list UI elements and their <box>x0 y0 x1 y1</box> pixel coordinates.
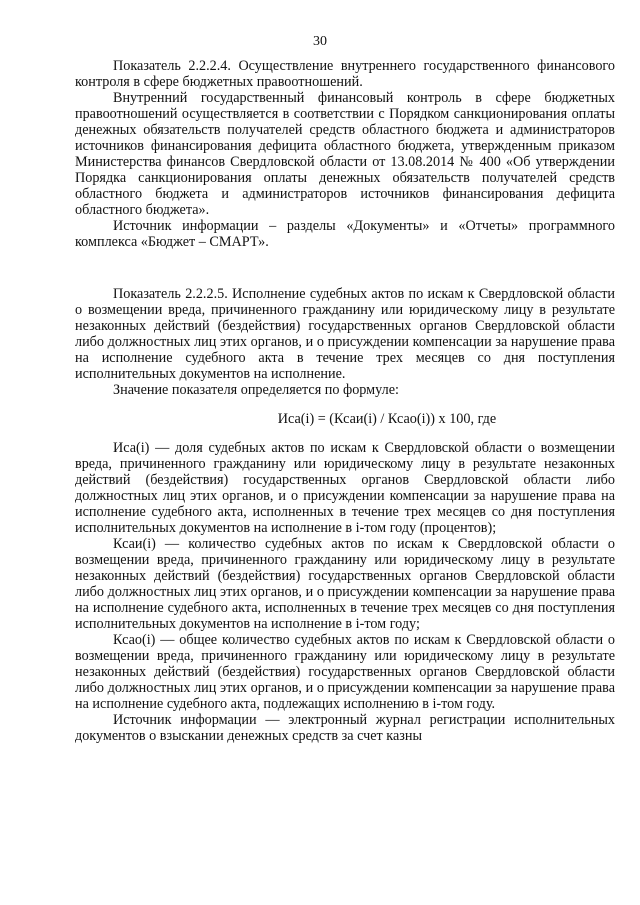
indicator-2-2-2-5-heading: Показатель 2.2.2.5. Исполнение судебных актов по искам к Свердловской области о возмещении вреда, причиненного гражданину или юридическому лицу в результате незаконных действий (бездействия) государственных органов Свердловской области либо должностных лиц этих органов, и о присуждении компенсации за нарушение права на исполнение судебного акта в течение трех месяцев со дня поступления исполнительных документов на исполнение. <box>75 286 615 382</box>
definition-ksai: Ксаи(i) — количество судебных актов по искам к Свердловской области о возмещении вреда, причиненного гражданину или юридическому лицу в результате незаконных действий (бездействия) государственных органов Свердловской области либо должностных лиц этих органов, и о присуждении компенсации за нарушение права на исполнение судебного акта, исполненных в течение трех месяцев со дня поступления исполнительных документов на исполнение в i-том году; <box>75 536 615 632</box>
indicator-2-2-2-4-heading: Показатель 2.2.2.4. Осуществление внутреннего государственного финансового контроля в сфере бюджетных правоотношений. <box>75 58 615 90</box>
definition-ksao: Ксао(i) — общее количество судебных актов по искам к Свердловской области о возмещении вреда, причиненного гражданину или юридическому лицу в результате незаконных действий (бездействия) государственных органов Свердловской области либо должностных лиц этих органов, и о присуждении компенсации за нарушение права на исполнение судебного акта, подлежащих исполнению в i-том году. <box>75 632 615 712</box>
page-content <box>75 58 615 744</box>
internal-control-description: Внутренний государственный финансовый контроль в сфере бюджетных правоотношений осуществляется в соответствии с Порядком санкционирования оплаты денежных обязательств получателей средств областного бюджета и администраторов источников финансирования дефицита областного бюджета, утвержденным приказом Министерства финансов Свердловской области от 13.08.2014 № 400 «Об утверждении Порядка санкционирования оплаты денежных обязательств получателей средств областного бюджета и администраторов источников финансирования дефицита областного бюджета». <box>75 90 615 218</box>
information-source-paragraph: Источник информации – разделы «Документы» и «Отчеты» программного комплекса «Бюджет – СМАРТ». <box>75 218 615 250</box>
definition-isa: Иса(i) — доля судебных актов по искам к Свердловской области о возмещении вреда, причиненного гражданину или юридическому лицу в результате незаконных действий (бездействия) государственных органов Свердловской области либо должностных лиц этих органов, и о присуждении компенсации за нарушение права на исполнение судебного акта, исполненных в течение трех месяцев со дня поступления исполнительных документов на исполнение в i-том году (процентов); <box>75 440 615 536</box>
page-number: 30 <box>313 34 327 49</box>
formula-intro: Значение показателя определяется по формуле: <box>113 382 399 398</box>
information-source-journal: Источник информации — электронный журнал регистрации исполнительных документов о взыскании денежных средств за счет казны <box>75 712 615 744</box>
formula: Иса(i) = (Ксаи(i) / Ксао(i)) х 100, где <box>277 411 497 427</box>
